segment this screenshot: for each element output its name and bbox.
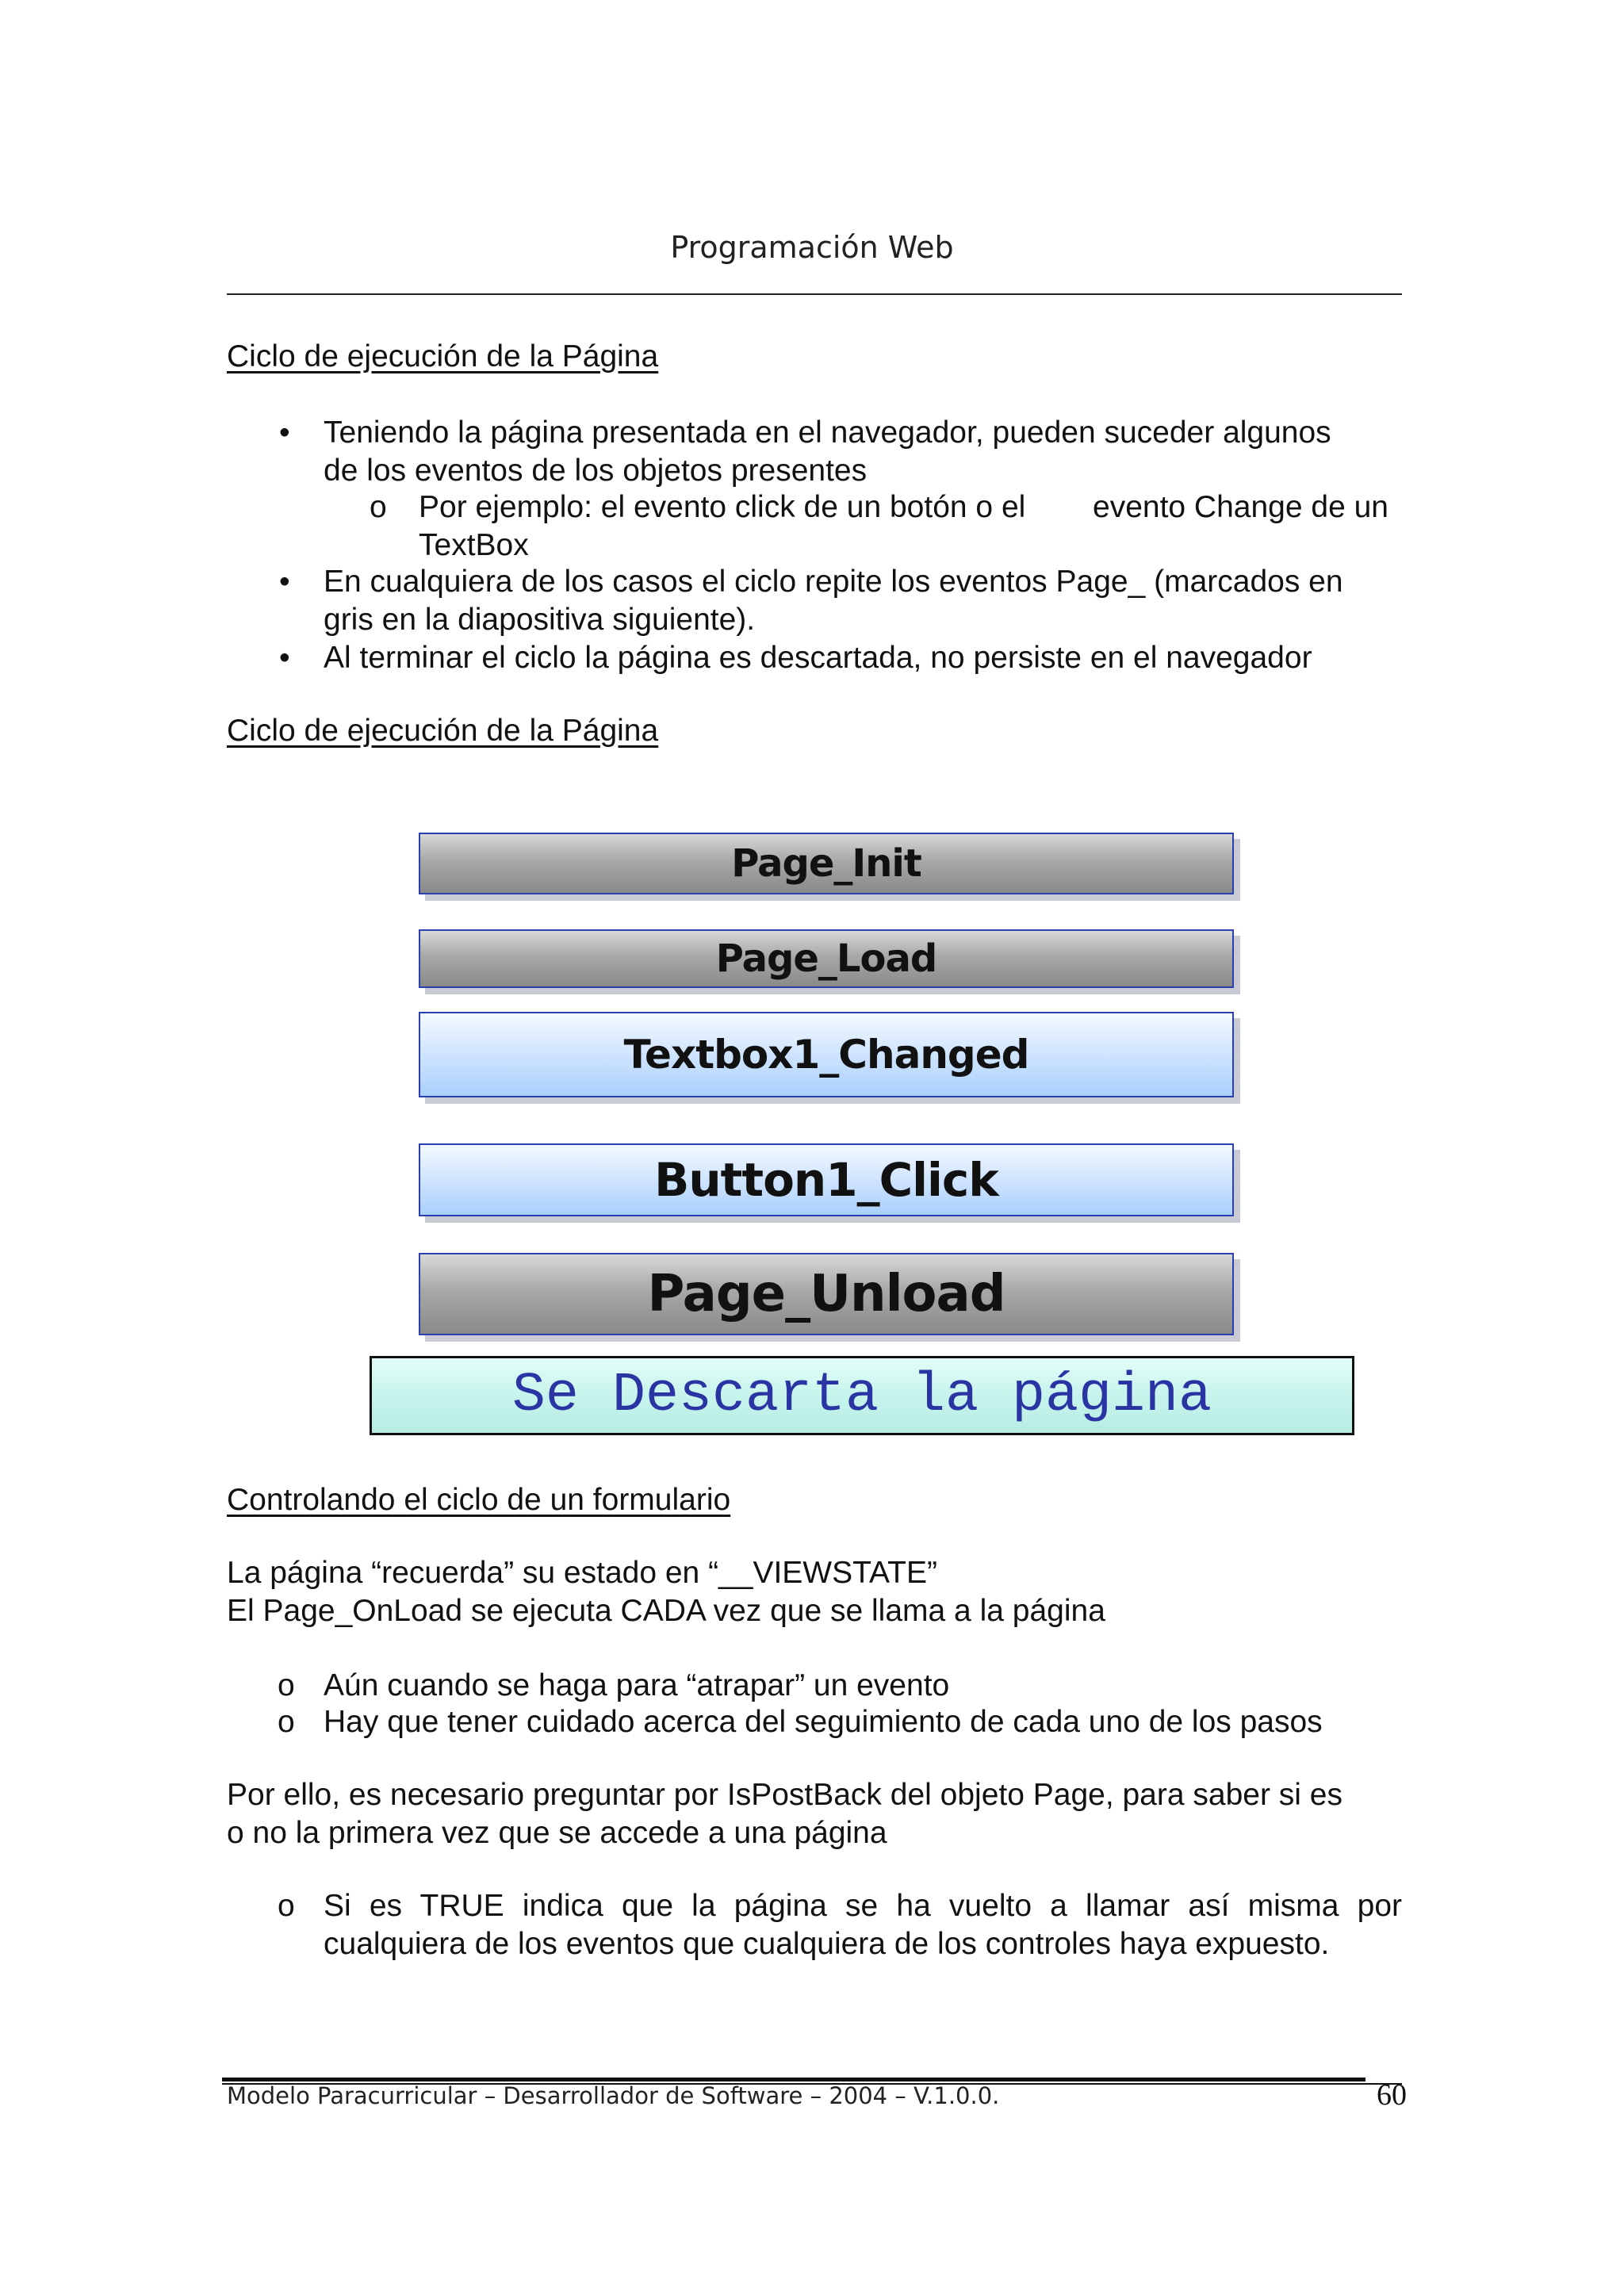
paragraph-line: Por ello, es necesario preguntar por IsPostBack del objeto Page, para saber si es: [227, 1778, 1342, 1812]
page-number: 60: [1377, 2078, 1407, 2112]
paragraph-line: El Page_OnLoad se ejecuta CADA vez que se llama a la página: [227, 1594, 1105, 1628]
bullet-circle: o: [370, 490, 387, 524]
bullet-dot: •: [279, 641, 290, 675]
footer-rule-thick: [222, 2078, 1365, 2081]
bullet-dot: •: [279, 416, 290, 450]
sub-bullet-text: Aún cuando se haga para “atrapar” un evento: [324, 1668, 950, 1702]
sub-bullet-text: evento Change de un: [1093, 490, 1388, 524]
stage-discard-page: Se Descarta la página: [370, 1356, 1354, 1435]
section-heading-form-cycle: Controlando el ciclo de un formulario: [227, 1483, 731, 1517]
sub-bullet-text: cualquiera de los eventos que cualquiera de los controles haya expuesto.: [324, 1927, 1330, 1961]
sub-bullet-text: Hay que tener cuidado acerca del seguimiento de cada uno de los pasos: [324, 1705, 1323, 1739]
stage-textbox-changed: Textbox1_Changed: [419, 1012, 1234, 1097]
page-header-title: Programación Web: [670, 230, 954, 265]
section-heading-cycle: Ciclo de ejecución de la Página: [227, 339, 659, 373]
bullet-circle: o: [278, 1705, 295, 1739]
paragraph-line: La página “recuerda” su estado en “__VIEWSTATE”: [227, 1556, 937, 1590]
sub-bullet-text: Si es TRUE indica que la página se ha vuelto a llamar así misma por: [324, 1889, 1402, 1923]
bullet-text: Al terminar el ciclo la página es descartada, no persiste en el navegador: [324, 641, 1312, 675]
stage-page-init: Page_Init: [419, 833, 1234, 894]
section-heading-cycle-diagram: Ciclo de ejecución de la Página: [227, 714, 659, 748]
bullet-circle: o: [278, 1668, 295, 1702]
stage-page-load: Page_Load: [419, 929, 1234, 988]
paragraph-line: o no la primera vez que se accede a una página: [227, 1816, 887, 1850]
bullet-text: de los eventos de los objetos presentes: [324, 454, 868, 488]
sub-bullet-text: TextBox: [419, 528, 529, 562]
bullet-text: Teniendo la página presentada en el navegador, pueden suceder algunos: [324, 416, 1331, 450]
header-rule: [227, 293, 1402, 295]
bullet-text: En cualquiera de los casos el ciclo repite los eventos Page_ (marcados en: [324, 565, 1343, 599]
bullet-text: gris en la diapositiva siguiente).: [324, 603, 756, 637]
footer-text: Modelo Paracurricular – Desarrollador de Software – 2004 – V.1.0.0.: [227, 2082, 1000, 2109]
sub-bullet-text: Por ejemplo: el evento click de un botón o el: [419, 490, 1026, 524]
stage-page-unload: Page_Unload: [419, 1253, 1234, 1335]
stage-button-click: Button1_Click: [419, 1143, 1234, 1216]
bullet-dot: •: [279, 565, 290, 599]
bullet-circle: o: [278, 1889, 295, 1923]
